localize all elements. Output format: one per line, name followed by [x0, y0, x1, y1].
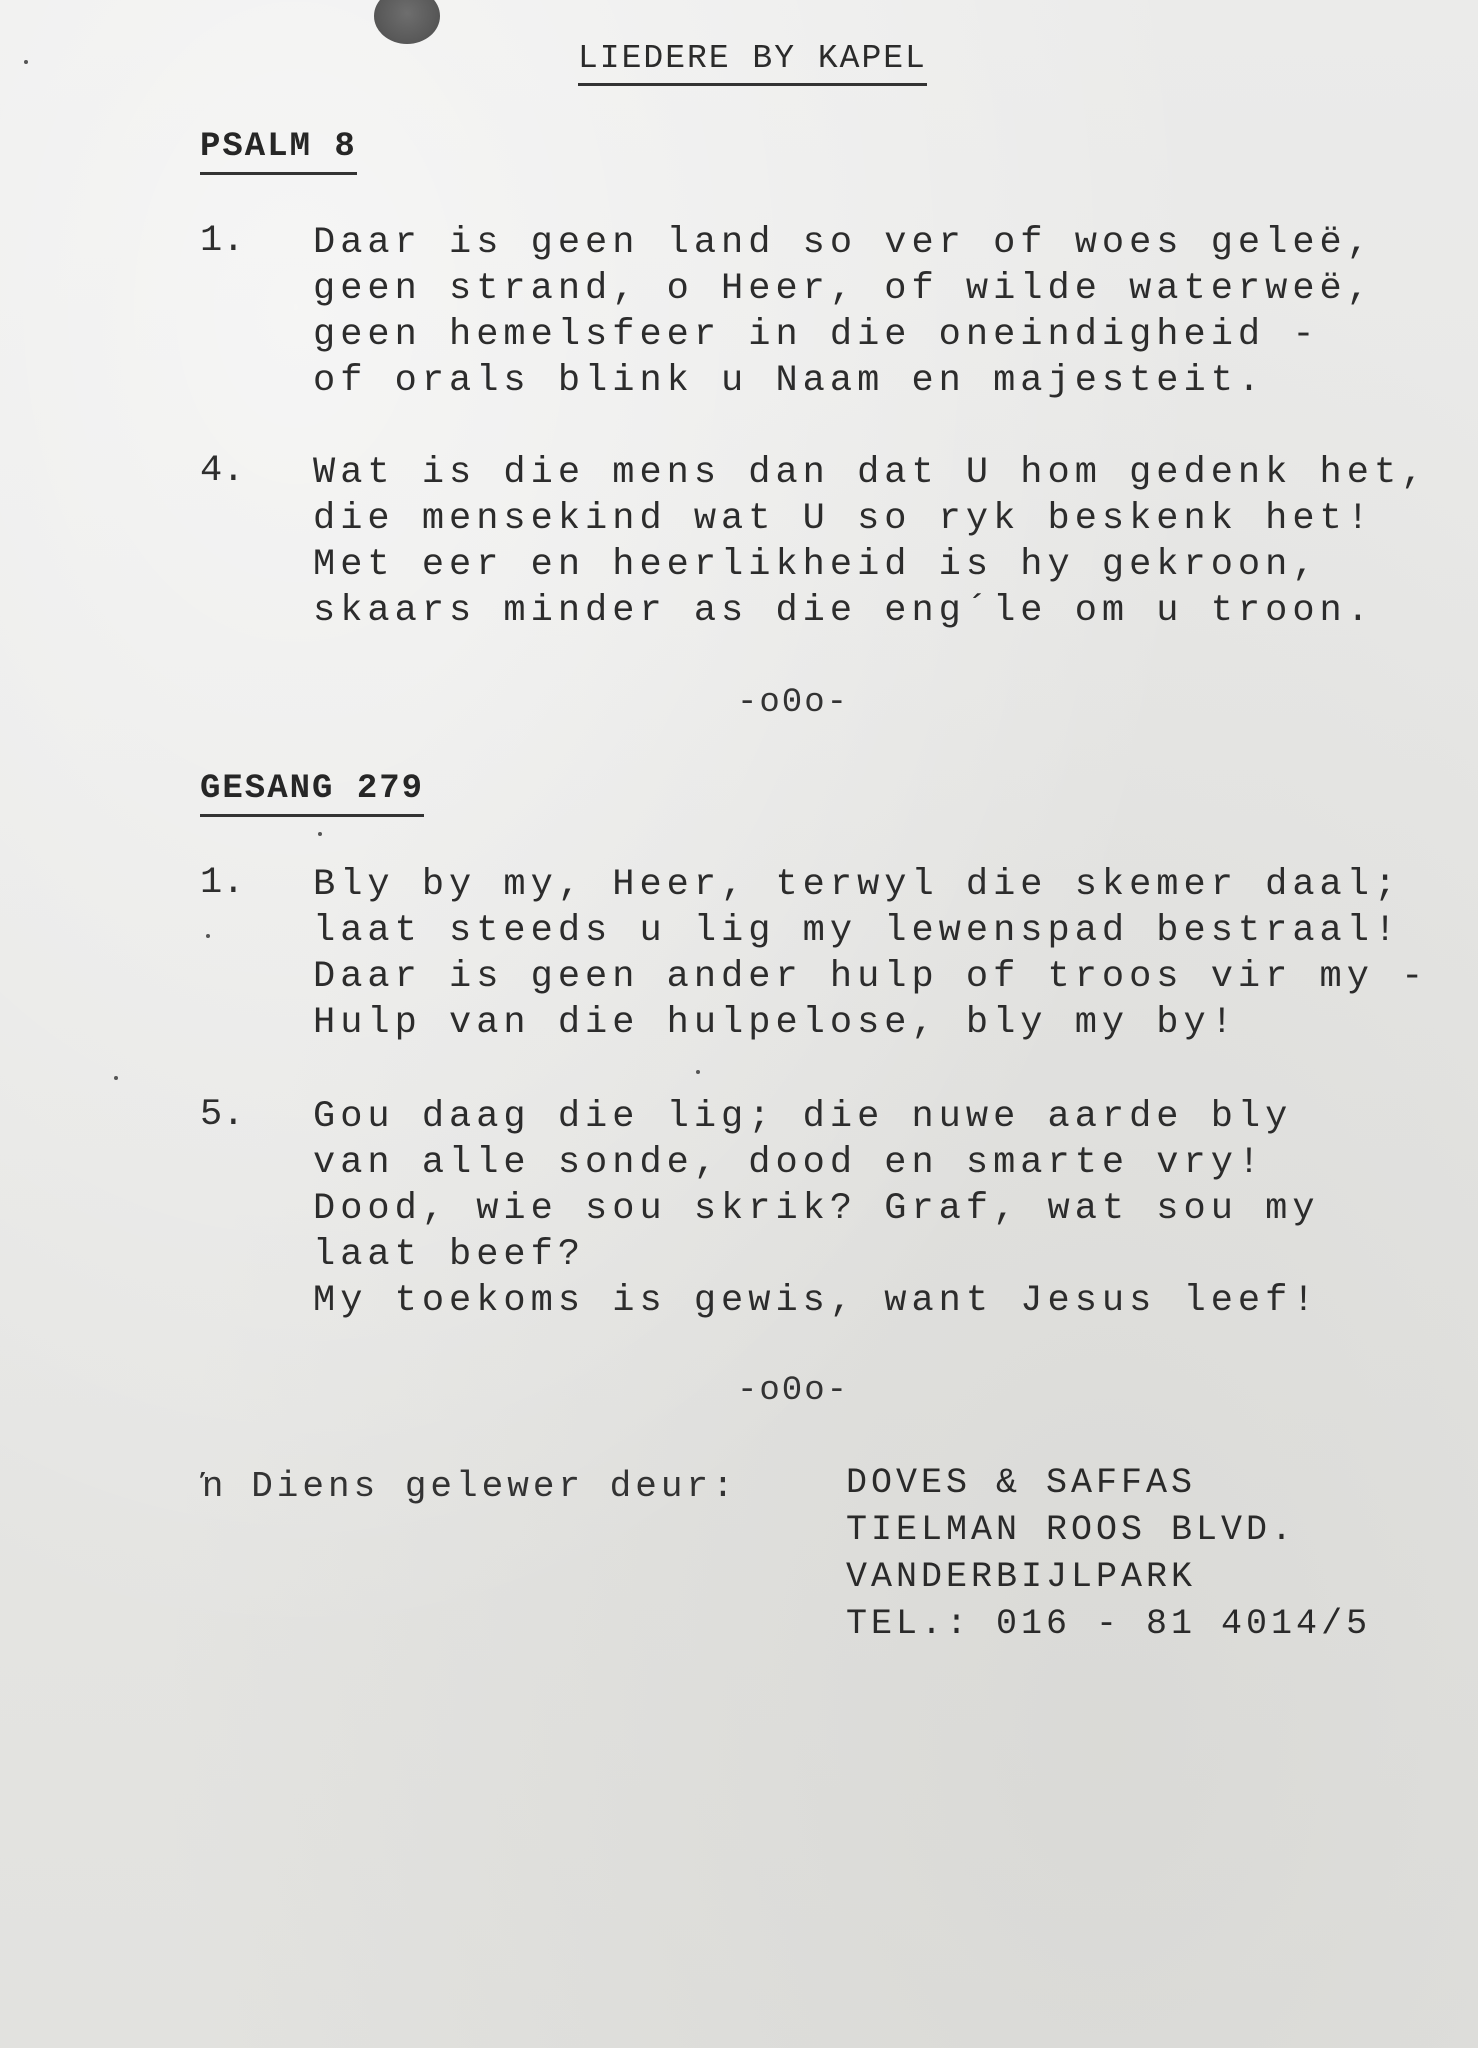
- paper-speck: [318, 832, 322, 836]
- verse-lines: [313, 1094, 1320, 1324]
- punch-hole: [374, 0, 440, 44]
- verse-line: geen strand, o Heer, of wilde waterweë,: [313, 268, 1374, 310]
- service-provider-address: [846, 1460, 1371, 1648]
- section-separator: -o0o-: [737, 684, 850, 722]
- verse-number: 1.: [200, 220, 245, 262]
- verse-line: Daar is geen ander hulp of troos vir my -: [313, 956, 1429, 998]
- address-line: TEL.: 016 - 81 4014/5: [846, 1604, 1372, 1644]
- verse-line: van alle sonde, dood en smarte vry!: [313, 1142, 1266, 1184]
- verse-line: My toekoms is gewis, want Jesus leef!: [313, 1280, 1320, 1322]
- verse-line: laat steeds u lig my lewenspad bestraal!: [313, 910, 1402, 952]
- page-title: LIEDERE BY KAPEL: [578, 40, 927, 86]
- address-line: DOVES & SAFFAS: [846, 1463, 1197, 1503]
- verse-line: Gou daag die lig; die nuwe aarde bly: [313, 1096, 1293, 1138]
- verse-line: geen hemelsfeer in die oneindigheid -: [313, 314, 1320, 356]
- verse-line: skaars minder as die eng´le om u troon.: [313, 590, 1374, 632]
- address-line: VANDERBIJLPARK: [846, 1557, 1197, 1597]
- verse-line: Dood, wie sou skrik? Graf, wat sou my: [313, 1188, 1320, 1230]
- address-line: TIELMAN ROOS BLVD.: [846, 1510, 1297, 1550]
- verse-number: 4.: [200, 450, 245, 492]
- verse-lines: [313, 220, 1374, 404]
- section-heading-gesang: GESANG 279: [200, 770, 424, 817]
- verse-line: Hulp van die hulpelose, bly my by!: [313, 1002, 1238, 1044]
- verse-line: Met eer en heerlikheid is hy gekroon,: [313, 544, 1320, 586]
- verse-line: Wat is die mens dan dat U hom gedenk het,: [313, 452, 1429, 494]
- verse-number: 5.: [200, 1094, 245, 1136]
- verse-number: 1.: [200, 862, 245, 904]
- paper-speck: [24, 60, 28, 64]
- verse-line: laat beef?: [313, 1234, 586, 1276]
- paper-speck: [206, 934, 210, 938]
- paper-speck: [696, 1070, 700, 1074]
- paper-speck: [114, 1076, 118, 1080]
- verse-lines: [313, 450, 1428, 634]
- verse-line: Bly by my, Heer, terwyl die skemer daal;: [313, 864, 1402, 906]
- section-heading-psalm: PSALM 8: [200, 128, 357, 175]
- verse-line: Daar is geen land so ver of woes geleë,: [313, 222, 1374, 264]
- verse-line: of orals blink u Naam en majesteit.: [313, 360, 1266, 402]
- verse-line: die mensekind wat U so ryk beskenk het!: [313, 498, 1374, 540]
- service-provider-label: ŉ Diens gelewer deur:: [200, 1466, 738, 1507]
- verse-lines: [313, 862, 1428, 1046]
- section-separator: -o0o-: [737, 1372, 850, 1410]
